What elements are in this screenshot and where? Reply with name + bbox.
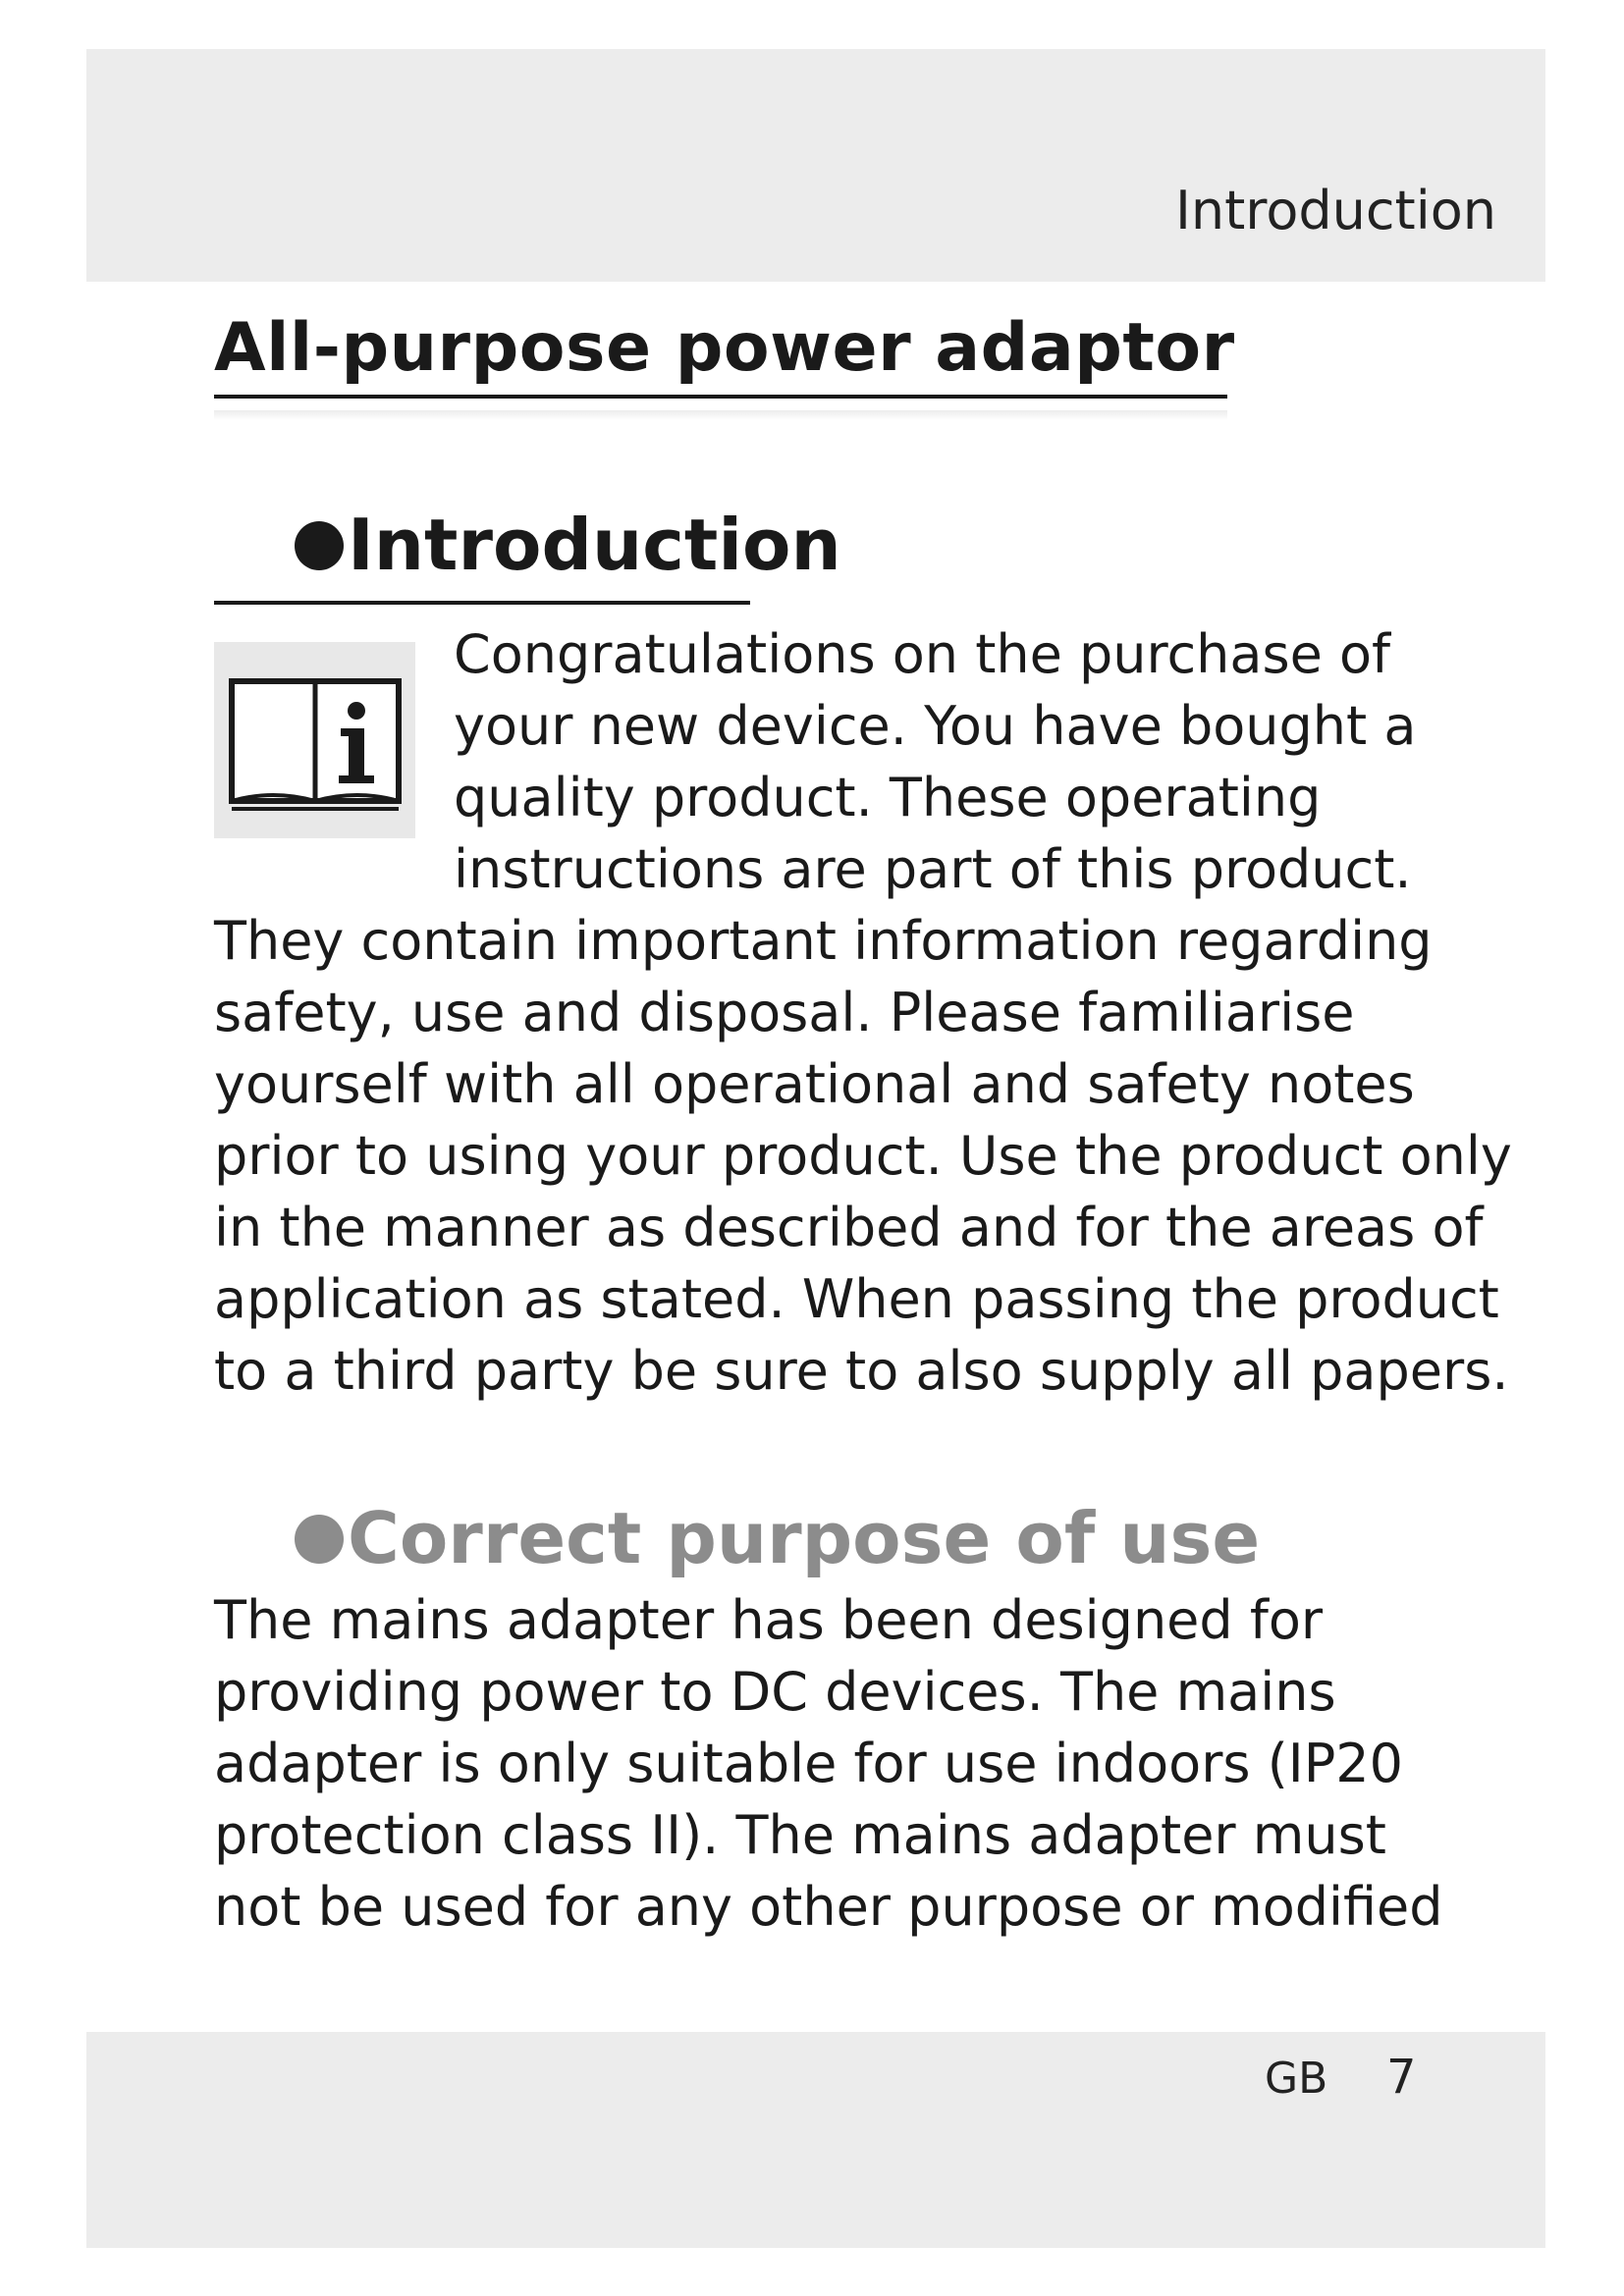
text-line: quality product. These operating: [454, 767, 1322, 828]
bullet-icon: [295, 521, 344, 570]
purpose-heading: [295, 1497, 1261, 1579]
text-line: application as stated. When passing the product: [214, 1268, 1499, 1330]
text-line: safety, use and disposal. Please familiarise: [214, 982, 1355, 1043]
purpose-body-text: [214, 1584, 1451, 1943]
text-line: providing power to DC devices. The mains: [214, 1661, 1336, 1723]
text-line: Congratulations on the purchase of: [454, 623, 1391, 685]
page-title: All-purpose power adaptor: [214, 309, 1235, 387]
text-line: instructions are part of this product.: [454, 838, 1412, 900]
text-line: adapter is only suitable for use indoors (IP20: [214, 1733, 1403, 1794]
info-book-icon: [214, 642, 415, 838]
text-line: prior to using your product. Use the product only: [214, 1125, 1512, 1187]
bullet-icon: [295, 1515, 344, 1564]
title-underline-shadow: [214, 410, 1227, 420]
footer-language: GB: [1265, 2054, 1328, 2104]
title-underline: [214, 395, 1227, 399]
page-number: 7: [1386, 2050, 1417, 2105]
header-section-label: Introduction: [1174, 180, 1496, 241]
text-line: not be used for any other purpose or modified: [214, 1876, 1443, 1938]
text-line: in the manner as described and for the areas of: [214, 1197, 1484, 1258]
text-line: to a third party be sure to also supply all papers.: [214, 1340, 1509, 1402]
text-line: protection class II). The mains adapter must: [214, 1804, 1386, 1866]
info-book-icon-graphic: [228, 664, 403, 817]
introduction-body-text: [214, 905, 1512, 1407]
introduction-heading-label: Introduction: [348, 504, 841, 586]
text-line: your new device. You have bought a: [454, 695, 1417, 757]
text-line: The mains adapter has been designed for: [214, 1589, 1324, 1651]
text-line: yourself with all operational and safety notes: [214, 1053, 1415, 1115]
purpose-heading-label: Correct purpose of use: [348, 1497, 1261, 1579]
text-line: They contain important information regarding: [214, 910, 1433, 972]
introduction-underline: [214, 601, 750, 605]
introduction-wrapped-text: [454, 618, 1435, 905]
introduction-heading: [295, 504, 841, 586]
header-band: [86, 49, 1545, 282]
